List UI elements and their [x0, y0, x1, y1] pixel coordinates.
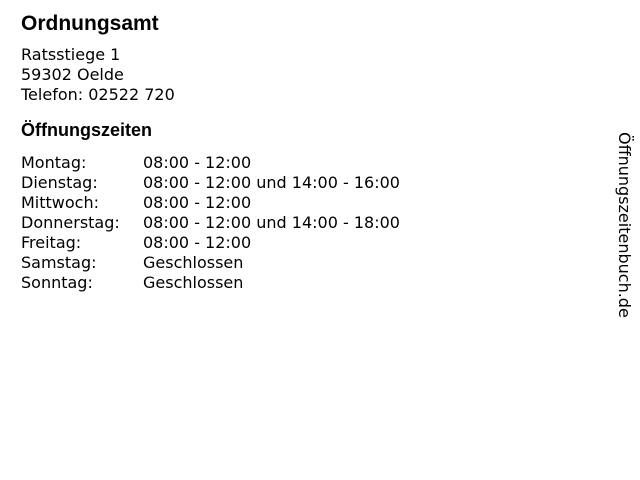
address-block	[21, 45, 581, 105]
table-row-thursday	[21, 213, 581, 233]
day-label: Dienstag:	[21, 173, 98, 192]
table-row-friday	[21, 233, 581, 253]
table-row-saturday	[21, 253, 581, 273]
phone-line: Telefon: 02522 720	[21, 85, 175, 104]
time-value: 08:00 - 12:00	[143, 193, 252, 212]
time-value: 08:00 - 12:00	[143, 153, 252, 172]
day-label: Donnerstag:	[21, 213, 120, 232]
address-street: Ratsstiege 1	[21, 45, 121, 64]
table-row-wednesday	[21, 193, 581, 213]
opening-hours-heading: Öffnungszeiten	[21, 120, 152, 140]
time-value: 08:00 - 12:00 und 14:00 - 16:00	[143, 173, 400, 192]
table-row-tuesday	[21, 173, 581, 193]
day-label: Samstag:	[21, 253, 97, 272]
page-title: Ordnungsamt	[21, 12, 159, 35]
day-label: Sonntag:	[21, 273, 93, 292]
table-row-sunday	[21, 273, 581, 293]
day-label: Mittwoch:	[21, 193, 99, 212]
day-label: Montag:	[21, 153, 87, 172]
time-value: Geschlossen	[143, 273, 244, 292]
site-watermark: Öffnungszeitenbuch.de	[615, 132, 634, 318]
main-content	[21, 11, 581, 293]
time-value: 08:00 - 12:00 und 14:00 - 18:00	[143, 213, 400, 232]
table-row-monday	[21, 153, 581, 173]
time-value: 08:00 - 12:00	[143, 233, 252, 252]
address-city: 59302 Oelde	[21, 65, 124, 84]
day-label: Freitag:	[21, 233, 82, 252]
opening-hours-table	[21, 153, 581, 293]
time-value: Geschlossen	[143, 253, 244, 272]
